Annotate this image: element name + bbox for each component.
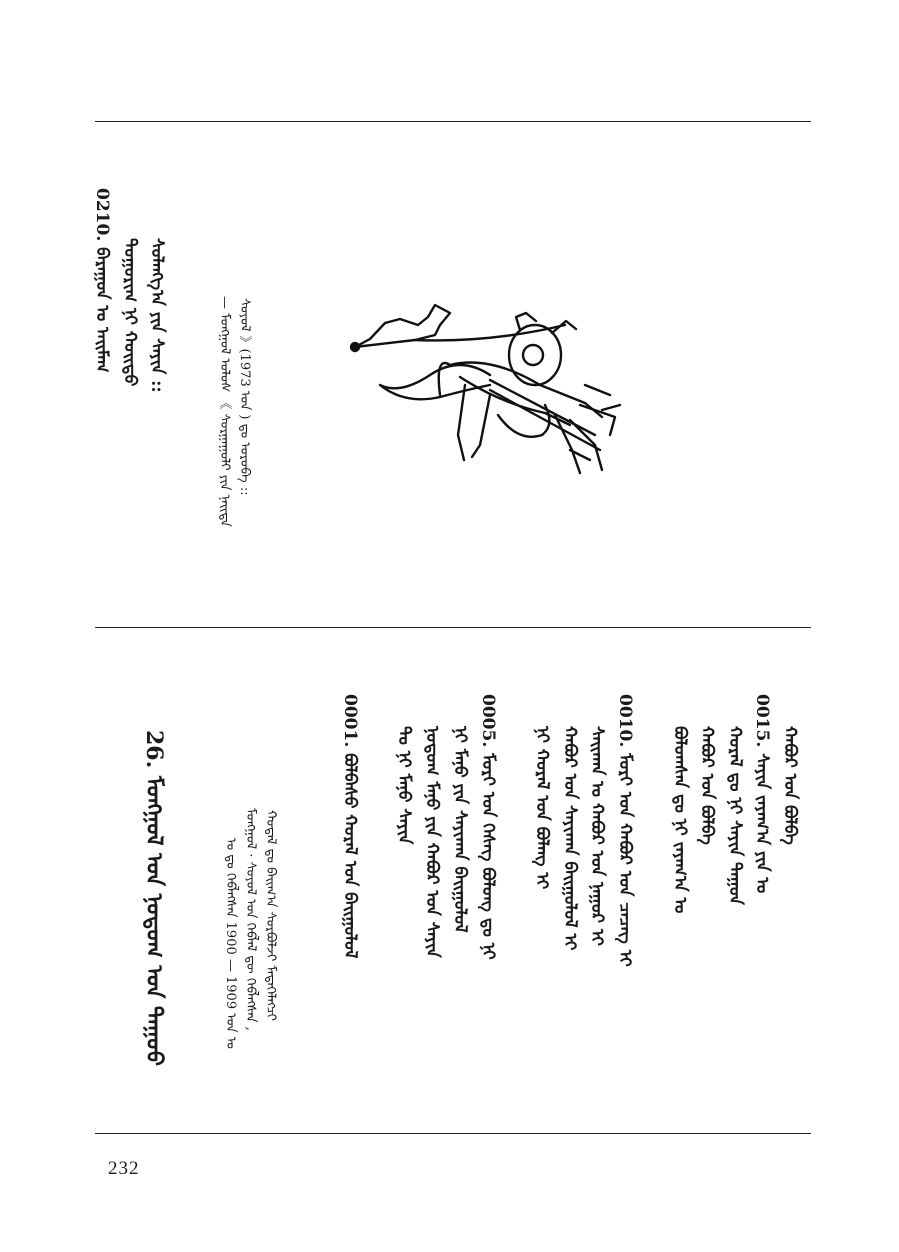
verse-line-8: ᠬᠠᠪᠤᠷ ᠤᠨ ᠰᠠᠶᠢᠬᠠᠨ ᠪᠠᠢᠭᠤᠯᠤᠯ ᠢ xyxy=(560,726,580,951)
caption-line-1: ᠰᠣᠶᠣᠯ 》(1973 ᠣᠨ ) ᠳᠤ ᠣᠷᠣᠪᠠ :: xyxy=(237,298,252,496)
verse-line-4: ᠬᠠᠪᠤᠷ ᠤᠨ ᠪᠣᠯᠪᠠ xyxy=(697,726,717,845)
verse-line-2: 0015. ᠰᠠᠶᠢᠨ ᠵᠠᠶᠠᠭ᠎ᠠ ᠶᠢᠨ ᠤ xyxy=(752,694,772,894)
verse-line-11: ᠨᠢ ᠮᠠᠨᠤ ᠶᠢᠨ ᠰᠠᠶᠢᠬᠠᠨ ᠪᠠᠢᠭᠤᠯᠤᠯ xyxy=(450,726,470,933)
middle-rule xyxy=(95,627,811,628)
verse-line-13: ᠲᠤ ᠨᠢ ᠮᠠᠨᠤ ᠰᠠᠶᠢᠨ xyxy=(394,726,414,845)
top-verse-line-2: ᠲᠣᠭᠣᠷᠢᠭ ᠨᠢ ᠬᠣᠢᠲᠤ xyxy=(120,238,140,387)
verse-line-12: ᠨᠤᠲᠤᠭ ᠮᠠᠨᠤ ᠶᠢᠨ ᠬᠠᠪᠤᠷ ᠤᠨ ᠰᠠᠶᠢᠨ xyxy=(422,726,442,958)
bottom-rule xyxy=(95,1133,811,1134)
intro-line-2: ᠮᠣᠩᠭᠣᠯ · ᠰᠣᠶᠣᠯ ᠤᠨ ᠬᠡᠪᠯᠡᠯ ᠳᠦ ᠬᠡᠪᠯᠡᠭᠰᠡᠨ , xyxy=(243,808,258,1031)
intro-line-1: ᠬᠤᠳᠠᠯ ᠳᠤ ᠪᠠᠢᠭ᠎ᠠ ᠰᠤᠷᠪᠤᠯᠵᠢ ᠮᠡᠳᠡᠭᠡᠯᠡᠭᠴᠢ xyxy=(263,810,278,1021)
section-title: 26. ᠮᠣᠩᠭᠣᠯ ᠤᠨ ᠨᠤᠲᠤᠭ ᠤᠨ ᠳᠠᠭᠤᠤ xyxy=(141,730,167,1066)
verse-line-14: 0001. ᠪᠣᠯᠪᠠᠰᠤ ᠬᠤᠷᠠᠯ ᠤᠨ ᠪᠠᠢᠭᠤᠯᠤᠯ xyxy=(340,694,360,959)
verse-line-10: 0005. ᠮᠣᠷᠢ ᠤᠨ ᠬᠡᠰᠡᠭ ᠪᠤᠯᠤᠩ ᠳᠤ ᠨᠢ xyxy=(478,694,498,960)
top-verse-line-3: ᠰᠣᠯᠠᠩᠭ᠎ᠠ ᠶᠢᠨ ᠰᠠᠶᠢᠨ :: xyxy=(147,238,167,393)
top-verse-line-1: 0210. ᠪᠠᠷᠠᠭᠤᠨ ᠤ ᠠᠢᠮᠠᠭ xyxy=(92,188,112,373)
horseman-rock-drawing xyxy=(340,285,630,505)
verse-line-9: ᠨᠢ ᠬᠤᠷᠠᠯ ᠤᠨ ᠪᠤᠯᠠᠩ ᠢ xyxy=(532,726,552,890)
verse-line-1: ᠬᠠᠪᠤᠷ ᠤᠨ ᠪᠣᠯᠪᠠ xyxy=(780,726,800,845)
verse-line-5: ᠪᠣᠯᠣᠭᠰᠠᠨ ᠳᠤ ᠨᠢ ᠵᠠᠶᠠᠭ᠎ᠠ ᠤ xyxy=(670,726,690,914)
intro-line-3: ᠤ ᠳᠤ ᠬᠡᠪᠯᠡᠭᠰᠡᠨ 1900 — 1909 ᠣᠨ ᠤ xyxy=(223,838,238,1049)
verse-line-7: ᠰᠠᠢᠬᠠᠨ ᠤ ᠬᠠᠪᠤᠷ ᠤᠨ ᠨᠠᠭᠤᠷ ᠢ xyxy=(587,726,607,946)
verse-line-3: ᠬᠤᠷᠠᠯ ᠳᠤ ᠨᠢ ᠰᠠᠶᠢᠨ ᠳᠠᠭᠤᠨ xyxy=(725,726,745,905)
page-number: 232 xyxy=(108,1158,140,1179)
verse-line-6: 0010. ᠮᠣᠷᠢ ᠤᠨ ᠬᠠᠪᠤᠷ ᠤᠨ ᠴᠡᠴᠡᠭ ᠢ xyxy=(615,694,635,967)
top-rule xyxy=(95,121,811,122)
caption-line-2: — ᠮᠣᠩᠭᠣᠯ ᠤᠯᠤᠰ 《 ᠰᠤᠷᠭᠠᠭᠤᠯᠢ ᠶᠢᠨ ᠨᠡᠢᠲᠡ xyxy=(217,296,232,527)
